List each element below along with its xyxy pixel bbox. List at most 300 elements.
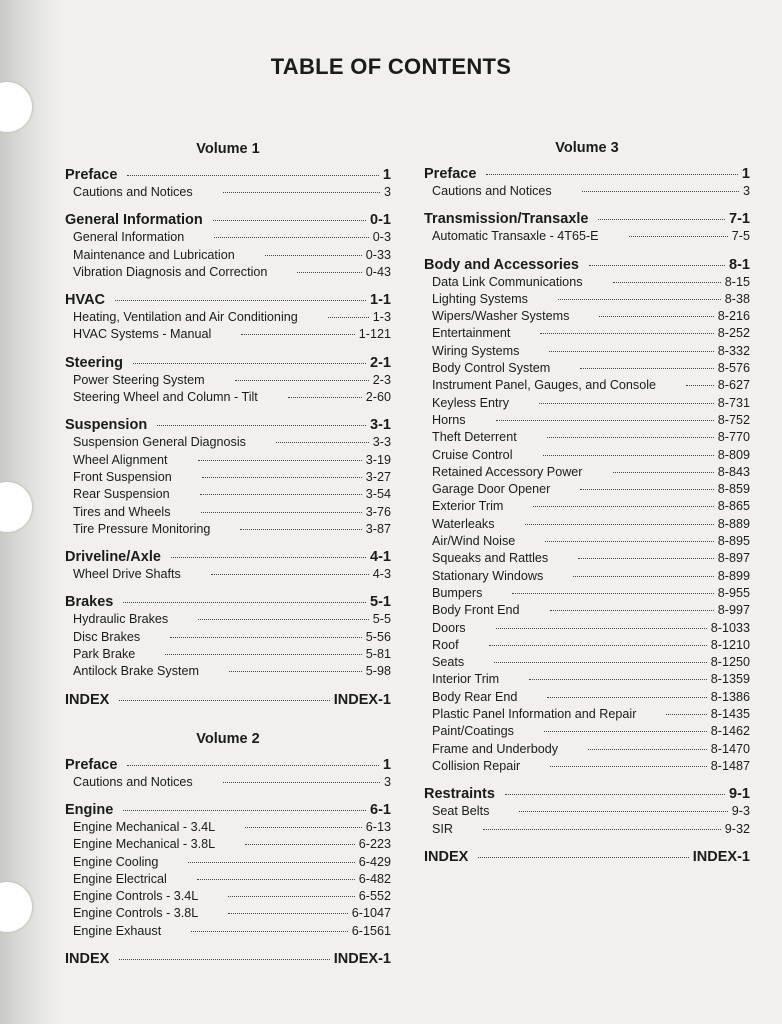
entry-label: Maintenance and Lubrication xyxy=(73,247,235,262)
dot-leader xyxy=(599,316,713,317)
entry-label: Wheel Alignment xyxy=(73,452,168,467)
toc-section-index xyxy=(424,849,750,867)
page-number: 9-32 xyxy=(724,821,750,836)
page-number: 3-1 xyxy=(370,417,391,434)
entry-label: Garage Door Opener xyxy=(432,482,551,497)
page-number: 8-1435 xyxy=(710,707,750,722)
dot-leader xyxy=(547,437,714,438)
toc-section-heading xyxy=(65,167,391,185)
dot-leader xyxy=(478,857,688,858)
page-number: 8-1470 xyxy=(710,741,750,756)
entry-label: Disc Brakes xyxy=(73,629,141,644)
page-number: 8-752 xyxy=(717,412,750,427)
dot-leader xyxy=(133,363,366,364)
toc-entry xyxy=(65,775,391,792)
dot-leader xyxy=(198,619,369,620)
toc-entry xyxy=(424,551,750,568)
toc-entry xyxy=(424,344,750,361)
page-number: 8-1462 xyxy=(710,724,750,739)
entry-label: Plastic Panel Information and Repair xyxy=(432,707,637,722)
toc-entry xyxy=(65,327,391,344)
entry-label: Interior Trim xyxy=(432,672,500,687)
entry-label: Engine Electrical xyxy=(73,871,167,886)
dot-leader xyxy=(171,557,366,558)
entry-label: Cruise Control xyxy=(432,447,513,462)
page-number: 3-27 xyxy=(365,469,391,484)
entry-label: Frame and Underbody xyxy=(432,741,559,756)
toc-section-preface xyxy=(424,166,750,201)
entry-label: Theft Deterrent xyxy=(432,430,517,445)
entry-label: Front Suspension xyxy=(73,469,172,484)
toc-entry xyxy=(424,309,750,326)
entry-label: Wheel Drive Shafts xyxy=(73,567,181,582)
dot-leader xyxy=(505,794,725,795)
page-number: 8-899 xyxy=(717,568,750,583)
entry-label: Stationary Windows xyxy=(432,568,544,583)
dot-leader xyxy=(188,862,354,863)
dot-leader xyxy=(191,931,348,932)
dot-leader xyxy=(201,512,362,513)
page-number: 3 xyxy=(742,184,750,198)
toc-entry xyxy=(65,470,391,487)
page-number: 8-1250 xyxy=(710,655,750,670)
dot-leader xyxy=(228,896,354,897)
page-number: 3 xyxy=(383,774,391,789)
toc-entry xyxy=(424,759,750,776)
page-number: 8-252 xyxy=(717,326,750,341)
page-number: 5-56 xyxy=(365,629,391,644)
toc-entry xyxy=(424,482,750,499)
toc-section-index xyxy=(65,692,391,710)
entry-label: Doors xyxy=(432,620,466,635)
toc-section-heading xyxy=(424,257,750,275)
toc-entry xyxy=(424,275,750,292)
page-number: 0-1 xyxy=(370,212,391,229)
toc-section-heading xyxy=(65,692,391,710)
page-number: 3-87 xyxy=(365,521,391,536)
page-number: 8-216 xyxy=(717,309,750,324)
toc-entry xyxy=(65,906,391,923)
page-number: 4-1 xyxy=(370,549,391,566)
toc-entry xyxy=(424,655,750,672)
page-number: INDEX-1 xyxy=(333,691,391,708)
entry-label: General Information xyxy=(73,230,185,245)
volume-heading: Volume 2 xyxy=(196,730,260,747)
dot-leader xyxy=(666,714,706,715)
toc-entry xyxy=(65,872,391,889)
toc-section-heading xyxy=(65,549,391,567)
dot-leader xyxy=(214,237,368,238)
dot-leader xyxy=(328,317,369,318)
page-number: 8-865 xyxy=(717,499,750,514)
dot-leader xyxy=(486,174,738,175)
dot-leader xyxy=(529,679,707,680)
page-number: 2-1 xyxy=(370,354,391,371)
page-number: 2-3 xyxy=(372,372,391,387)
entry-label: Entertainment xyxy=(432,326,511,341)
right-column xyxy=(424,140,750,867)
toc-section-driveline-axle xyxy=(65,549,391,584)
page-number: 8-731 xyxy=(717,395,750,410)
toc-entry xyxy=(65,435,391,452)
dot-leader xyxy=(288,397,362,398)
toc-section-suspension xyxy=(65,417,391,539)
toc-entry xyxy=(65,612,391,629)
section-title: Preface xyxy=(65,167,118,183)
entry-label: Data Link Communications xyxy=(432,274,583,289)
dot-leader xyxy=(543,455,714,456)
entry-label: Hydraulic Brakes xyxy=(73,612,169,627)
toc-section-transmission-transaxle xyxy=(424,211,750,246)
dot-leader xyxy=(573,576,713,577)
page-number: 9-1 xyxy=(729,786,750,803)
page-title: TABLE OF CONTENTS xyxy=(270,54,512,79)
page-number: 1 xyxy=(382,167,391,183)
section-title: Restraints xyxy=(424,786,495,803)
page-number: 6-429 xyxy=(358,854,391,869)
toc-section-heading xyxy=(424,166,750,184)
page-number: 3-19 xyxy=(365,452,391,467)
dot-leader xyxy=(198,460,362,461)
entry-label: Engine Controls - 3.8L xyxy=(73,906,199,921)
dot-leader xyxy=(558,299,721,300)
volume-block xyxy=(65,141,391,710)
page-number: 8-576 xyxy=(717,361,750,376)
dot-leader xyxy=(297,272,361,273)
toc-entry xyxy=(65,505,391,522)
dot-leader xyxy=(213,220,366,221)
entry-label: Tire Pressure Monitoring xyxy=(73,521,211,536)
toc-entry xyxy=(65,647,391,664)
page-number: 0-43 xyxy=(365,264,391,279)
toc-entry xyxy=(424,742,750,759)
dot-leader xyxy=(533,506,713,507)
toc-section-brakes xyxy=(65,594,391,681)
toc-section-heading xyxy=(65,355,391,373)
dot-leader xyxy=(544,731,707,732)
page-number: 8-859 xyxy=(717,482,750,497)
dot-leader xyxy=(547,697,706,698)
page-number: 0-33 xyxy=(365,247,391,262)
entry-label: Steering Wheel and Column - Tilt xyxy=(73,390,258,405)
entry-label: Cautions and Notices xyxy=(73,185,193,199)
volume-block xyxy=(424,140,750,867)
page-number: 6-223 xyxy=(358,837,391,852)
page-number: 6-1047 xyxy=(351,906,391,921)
page-number: 8-809 xyxy=(717,447,750,462)
page-number: 6-1 xyxy=(370,801,391,818)
page-number: 8-770 xyxy=(717,430,750,445)
toc-entry xyxy=(424,413,750,430)
page-number: 8-1359 xyxy=(710,672,750,687)
dot-leader xyxy=(582,191,739,192)
toc-section-steering xyxy=(65,355,391,408)
page-number: 5-98 xyxy=(365,664,391,679)
toc-entry xyxy=(65,924,391,941)
page-number: 8-15 xyxy=(724,274,750,289)
dot-leader xyxy=(200,494,362,495)
dot-leader xyxy=(119,700,329,701)
dot-leader xyxy=(494,662,707,663)
toc-entry xyxy=(65,820,391,837)
toc-entry xyxy=(424,517,750,534)
toc-section-heading xyxy=(65,802,391,820)
page-number: 2-60 xyxy=(365,390,391,405)
toc-entry xyxy=(424,672,750,689)
toc-entry xyxy=(424,804,750,821)
toc-entry xyxy=(424,361,750,378)
entry-label: Power Steering System xyxy=(73,372,205,387)
toc-entry xyxy=(424,396,750,413)
dot-leader xyxy=(545,541,714,542)
section-title: Preface xyxy=(424,166,477,182)
dot-leader xyxy=(123,810,366,811)
dot-leader xyxy=(119,959,329,960)
toc-section-restraints xyxy=(424,786,750,839)
page-number: 8-955 xyxy=(717,585,750,600)
toc-entry xyxy=(424,326,750,343)
entry-label: Engine Controls - 3.4L xyxy=(73,889,199,904)
page-number: 1-121 xyxy=(358,327,391,342)
toc-entry xyxy=(65,889,391,906)
dot-leader xyxy=(127,175,379,176)
page-number: 8-997 xyxy=(717,603,750,618)
toc-section-body-and-accessories xyxy=(424,257,750,777)
page-number: 8-843 xyxy=(717,464,750,479)
toc-entry xyxy=(424,621,750,638)
entry-label: Waterleaks xyxy=(432,516,495,531)
section-title: INDEX xyxy=(65,691,110,708)
page-number: 0-3 xyxy=(372,230,391,245)
dot-leader xyxy=(276,442,369,443)
entry-label: Rear Suspension xyxy=(73,487,170,502)
dot-leader xyxy=(197,879,355,880)
section-title: Engine xyxy=(65,801,114,818)
entry-label: Park Brake xyxy=(73,647,136,662)
page-number: 8-1487 xyxy=(710,758,750,773)
toc-entry xyxy=(65,630,391,647)
toc-entry xyxy=(65,522,391,539)
dot-leader xyxy=(229,671,362,672)
dot-leader xyxy=(686,385,714,386)
toc-entry xyxy=(424,184,750,201)
volume-heading: Volume 1 xyxy=(196,141,260,157)
toc-section-heading xyxy=(424,849,750,867)
page-number: 8-895 xyxy=(717,534,750,549)
dot-leader xyxy=(613,472,714,473)
page-number: 8-1386 xyxy=(710,689,750,704)
section-title: Driveline/Axle xyxy=(65,549,161,566)
page-number: 3-3 xyxy=(372,435,391,450)
toc-entry xyxy=(65,390,391,407)
page-number: 8-897 xyxy=(717,551,750,566)
entry-label: Heating, Ventilation and Air Conditioning xyxy=(73,310,298,325)
dot-leader xyxy=(223,782,380,783)
toc-entry xyxy=(65,230,391,247)
toc-entry xyxy=(424,292,750,309)
entry-label: SIR xyxy=(432,821,453,836)
dot-leader xyxy=(228,913,347,914)
page-number: 5-1 xyxy=(370,594,391,611)
entry-label: Collision Repair xyxy=(432,758,521,773)
toc-entry xyxy=(424,690,750,707)
toc-section-preface xyxy=(65,757,391,792)
toc-entry xyxy=(424,534,750,551)
page-number: 1 xyxy=(741,166,750,182)
entry-label: Squeaks and Rattles xyxy=(432,551,549,566)
entry-label: Body Rear End xyxy=(432,689,518,704)
dot-leader xyxy=(245,844,355,845)
page-number: 8-332 xyxy=(717,343,750,358)
dot-leader xyxy=(157,425,366,426)
volume-heading: Volume 3 xyxy=(555,140,619,156)
entry-label: Air/Wind Noise xyxy=(432,534,516,549)
entry-label: Automatic Transaxle - 4T65-E xyxy=(432,229,599,244)
dot-leader xyxy=(165,654,361,655)
toc-entry xyxy=(424,448,750,465)
entry-label: Tires and Wheels xyxy=(73,504,171,519)
toc-entry xyxy=(65,265,391,282)
dot-leader xyxy=(588,749,707,750)
page-number: 5-5 xyxy=(372,612,391,627)
toc-section-engine xyxy=(65,802,391,941)
section-title: INDEX xyxy=(65,951,110,968)
toc-entry xyxy=(424,586,750,603)
dot-leader xyxy=(598,219,725,220)
toc-section-heading xyxy=(65,594,391,612)
toc-entry xyxy=(65,487,391,504)
toc-entry xyxy=(424,569,750,586)
page-number: 1-1 xyxy=(370,292,391,309)
page-number: 8-1210 xyxy=(710,637,750,652)
toc-entry xyxy=(424,724,750,741)
page-number: 8-889 xyxy=(717,516,750,531)
dot-leader xyxy=(578,558,714,559)
toc-section-heading xyxy=(65,417,391,435)
section-title: Brakes xyxy=(65,594,114,611)
entry-label: Body Front End xyxy=(432,603,520,618)
page-number: INDEX-1 xyxy=(333,951,391,968)
entry-label: Suspension General Diagnosis xyxy=(73,435,246,450)
entry-label: Instrument Panel, Gauges, and Console xyxy=(432,378,657,393)
dot-leader xyxy=(235,380,369,381)
toc-section-index xyxy=(65,951,391,969)
toc-entry xyxy=(65,837,391,854)
entry-label: Engine Cooling xyxy=(73,854,159,869)
dot-leader xyxy=(496,420,714,421)
page-number: 6-552 xyxy=(358,889,391,904)
toc-section-general-information xyxy=(65,212,391,282)
page-number: 3-54 xyxy=(365,487,391,502)
section-title: Preface xyxy=(65,756,118,773)
dot-leader xyxy=(525,524,714,525)
entry-label: Seats xyxy=(432,655,465,670)
dot-leader xyxy=(202,477,362,478)
toc-section-heading xyxy=(65,951,391,969)
dot-leader xyxy=(240,529,361,530)
toc-entry xyxy=(424,465,750,482)
entry-label: Keyless Entry xyxy=(432,395,509,410)
page-number: 8-38 xyxy=(724,291,750,306)
toc-section-preface xyxy=(65,167,391,202)
page-number: 3 xyxy=(383,185,391,199)
toc-entry xyxy=(424,707,750,724)
toc-section-hvac xyxy=(65,292,391,345)
toc-entry xyxy=(65,453,391,470)
volume-block xyxy=(65,731,391,969)
toc-section-heading xyxy=(65,212,391,230)
page-number: 6-482 xyxy=(358,871,391,886)
entry-label: Engine Exhaust xyxy=(73,923,162,938)
entry-label: Cautions and Notices xyxy=(432,184,552,198)
dot-leader xyxy=(629,236,728,237)
entry-label: Engine Mechanical - 3.8L xyxy=(73,837,216,852)
toc-section-heading xyxy=(424,786,750,804)
dot-leader xyxy=(245,827,362,828)
toc-section-heading xyxy=(65,757,391,775)
page-number: 7-1 xyxy=(729,211,750,228)
dot-leader xyxy=(123,602,366,603)
dot-leader xyxy=(519,811,727,812)
toc-entry xyxy=(65,373,391,390)
section-title: INDEX xyxy=(424,848,469,865)
dot-leader xyxy=(483,829,721,830)
entry-label: Retained Accessory Power xyxy=(432,464,583,479)
section-title: Body and Accessories xyxy=(424,256,579,273)
toc-entry xyxy=(65,855,391,872)
section-title: HVAC xyxy=(65,292,106,309)
page-number: 8-1 xyxy=(729,256,750,273)
dot-leader xyxy=(580,489,713,490)
dot-leader xyxy=(211,574,369,575)
entry-label: Wiring Systems xyxy=(432,343,520,358)
dot-leader xyxy=(223,192,380,193)
left-column xyxy=(65,141,391,969)
dot-leader xyxy=(512,593,713,594)
page-number: 8-1033 xyxy=(710,620,750,635)
page-number: 1-3 xyxy=(372,310,391,325)
entry-label: Cautions and Notices xyxy=(73,774,193,789)
toc-entry xyxy=(65,310,391,327)
entry-label: Engine Mechanical - 3.4L xyxy=(73,819,216,834)
toc-entry xyxy=(424,378,750,395)
page-number: 8-627 xyxy=(717,378,750,393)
dot-leader xyxy=(115,300,366,301)
dot-leader xyxy=(580,368,713,369)
entry-label: Horns xyxy=(432,412,466,427)
dot-leader xyxy=(127,765,379,766)
entry-label: Lighting Systems xyxy=(432,291,528,306)
entry-label: Vibration Diagnosis and Correction xyxy=(73,264,268,279)
entry-label: Paint/Coatings xyxy=(432,724,514,739)
section-title: Steering xyxy=(65,354,124,371)
page-number: 6-13 xyxy=(365,819,391,834)
entry-label: Antilock Brake System xyxy=(73,664,199,679)
toc-entry xyxy=(65,248,391,265)
toc-section-heading xyxy=(424,211,750,229)
toc-section-heading xyxy=(65,292,391,310)
toc-entry xyxy=(65,185,391,202)
toc-entry xyxy=(424,229,750,246)
toc-entry xyxy=(424,603,750,620)
page-number: INDEX-1 xyxy=(692,848,750,865)
entry-label: Seat Belts xyxy=(432,804,490,819)
dot-leader xyxy=(549,351,713,352)
section-title: General Information xyxy=(65,212,203,229)
page-number: 5-81 xyxy=(365,647,391,662)
dot-leader xyxy=(550,610,714,611)
dot-leader xyxy=(613,282,721,283)
